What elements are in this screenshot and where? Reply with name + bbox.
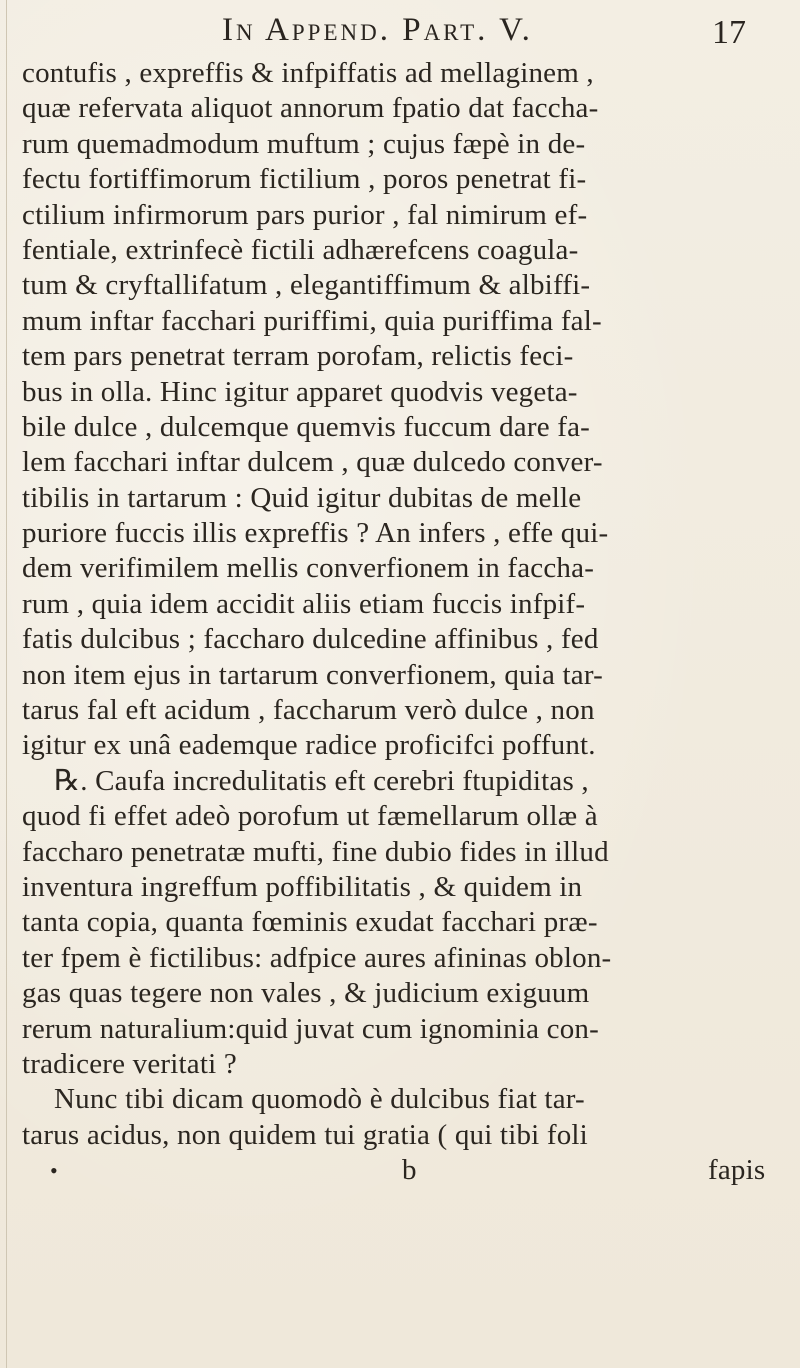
text-line: tibilis in tartarum : Quid igitur dubitas de melle <box>22 481 582 514</box>
text-line: mum inftar facchari puriffimi, quia puriffima fal- <box>22 304 602 337</box>
text-line: tum & cryftallifatum , elegantiffimum & albiffi- <box>22 269 591 302</box>
responsio-line: faccharo penetratæ mufti, fine dubio fides in illud <box>22 835 609 868</box>
page-footer <box>22 1153 798 1188</box>
text-line: fentiale, extrinfecè fictili adhærefcens coagula- <box>22 233 579 266</box>
text-line: bus in olla. Hinc igitur apparet quodvis vegeta- <box>22 375 578 408</box>
signature-mark: b <box>402 1154 417 1187</box>
gutter-edge <box>6 0 7 1368</box>
responsio-line: gas quas tegere non vales , & judicium exiguum <box>22 977 590 1010</box>
text-line: contufis , expreffis & infpiffatis ad mellaginem , <box>22 57 594 89</box>
closing-line: tarus acidus, non quidem tui gratia ( qui tibi foli <box>22 1118 588 1151</box>
text-line: quæ refervata aliquot annorum fpatio dat faccha- <box>22 92 599 125</box>
text-line: tem pars penetrat terram porofam, relictis feci- <box>22 340 574 373</box>
text-line: puriore fuccis illis expreffis ? An infers , effe qui- <box>22 517 609 550</box>
text-line: dem verifimilem mellis converfionem in faccha- <box>22 552 595 585</box>
text-line: ctilium infirmorum pars purior , fal nimirum ef- <box>22 198 588 231</box>
page-header <box>0 12 800 62</box>
responsio-line: tanta copia, quanta fœminis exudat facchari præ- <box>22 906 598 939</box>
text-line: non item ejus in tartarum converfionem, quia tar- <box>22 658 603 691</box>
text-line: fatis dulcibus ; faccharo dulcedine affinibus , fed <box>22 623 599 656</box>
text-line: bile dulce , dulcemque quemvis fuccum dare fa- <box>22 410 591 443</box>
closing-line: Nunc tibi dicam quomodò è dulcibus fiat tar- <box>54 1083 585 1116</box>
text-line: fectu fortiffimorum fictilium , poros penetrat fi- <box>22 163 587 196</box>
text-line: rum , quia idem accidit aliis etiam fuccis infpif- <box>22 587 586 620</box>
catchword: fapis <box>708 1154 766 1187</box>
page-number: 17 <box>712 14 746 51</box>
text-line: lem facchari inftar dulcem , quæ dulcedo conver- <box>22 446 603 479</box>
responsio-line: ℞. Caufa incredulitatis eft cerebri ftupiditas , <box>54 764 589 797</box>
responsio-line: inventura ingreffum poffibilitatis , & quidem in <box>22 870 583 903</box>
ink-dot: • <box>50 1158 58 1184</box>
body-text <box>22 56 798 1189</box>
text-line: rum quemadmodum muftum ; cujus fæpè in de- <box>22 127 586 160</box>
running-head: In Append. Part. V. <box>222 12 533 48</box>
responsio-line: ter fpem è fictilibus: adfpice aures afininas oblon- <box>22 941 612 974</box>
text-line: igitur ex unâ eademque radice proficifci poffunt. <box>22 729 596 762</box>
text-line: tarus fal eft acidum , faccharum verò dulce , non <box>22 694 595 727</box>
responsio-line: rerum naturalium:quid juvat cum ignominia con- <box>22 1012 599 1045</box>
responsio-line: tradicere veritati ? <box>22 1047 237 1080</box>
responsio-line: quod fi effet adeò porofum ut fæmellarum ollæ à <box>22 800 598 833</box>
